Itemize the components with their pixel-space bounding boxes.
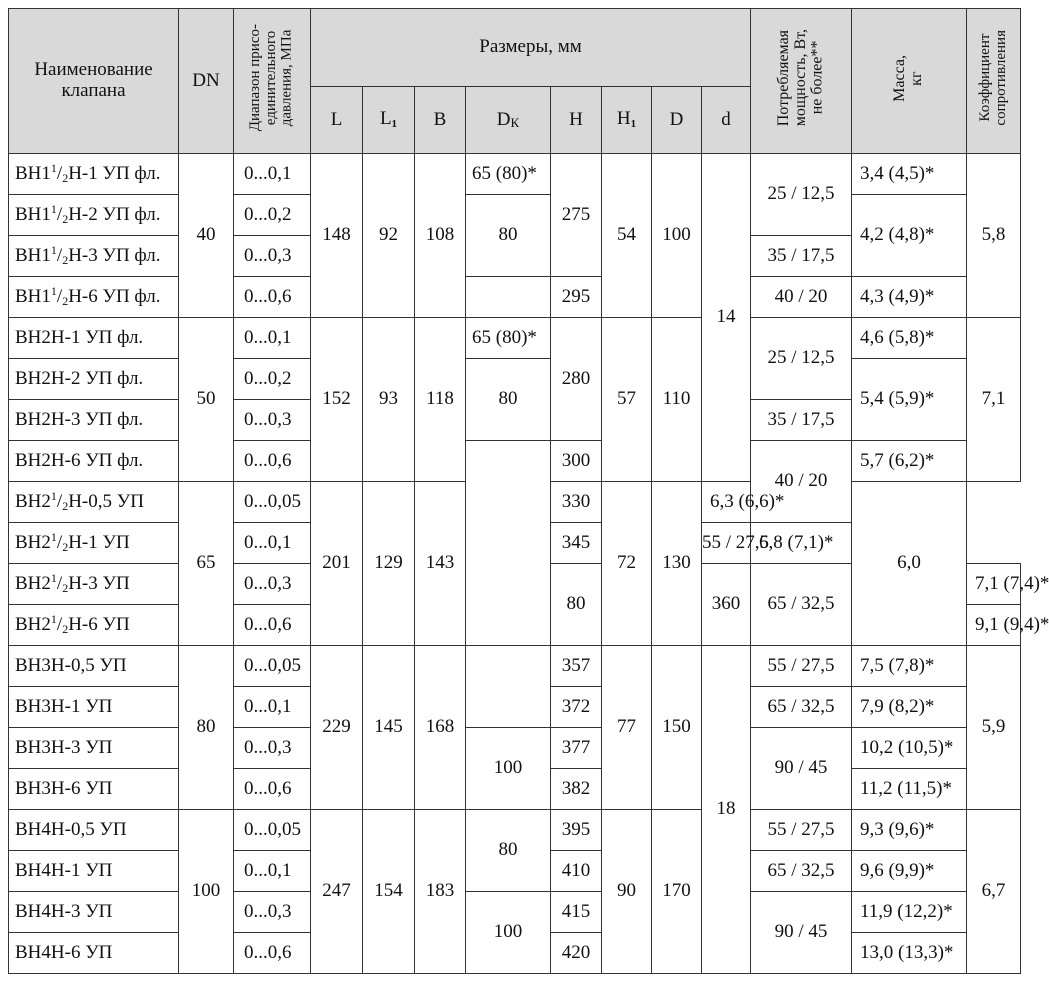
pressure-value: 0...0,6: [234, 441, 311, 482]
mass-value: 5,7 (6,2)*: [852, 441, 967, 482]
valve-name: $ВН1^1/2Н-1$ УП фл.: [9, 154, 179, 195]
d-value: 14: [702, 154, 751, 482]
dn-value: 80: [179, 646, 234, 810]
D-value: 110: [652, 318, 702, 482]
header-pressure-range: Диапазон присо- единительного давления, МПа: [234, 9, 311, 154]
Dk-value: [466, 277, 551, 318]
mass-value: 13,0 (13,3)*: [852, 933, 967, 974]
valve-name: $ВН2^1/2Н-0,5$ УП: [9, 482, 179, 523]
H-value: 275: [551, 154, 602, 277]
coef-value: 6,7: [967, 810, 1021, 974]
pressure-value: 0...0,3: [234, 400, 311, 441]
mass-value: 10,2 (10,5)*: [852, 728, 967, 769]
valve-name: ВН3Н-1 УП: [9, 687, 179, 728]
dn-value: 40: [179, 154, 234, 318]
d-value: 18: [702, 646, 751, 974]
H1-value: 77: [602, 646, 652, 810]
pressure-value: 0...0,3: [234, 236, 311, 277]
mass-value: 9,6 (9,9)*: [852, 851, 967, 892]
pressure-value: 0...0,3: [234, 892, 311, 933]
table-row: [9, 646, 1021, 687]
header-power: Потребляемая мощность, Вт, не более**: [751, 9, 852, 154]
B-value: 118: [415, 318, 466, 482]
mass-value: 7,9 (8,2)*: [852, 687, 967, 728]
valve-name: ВН2Н-3 УП фл.: [9, 400, 179, 441]
D-value: 150: [652, 646, 702, 810]
power-value: 55 / 27,5: [751, 646, 852, 687]
pressure-value: 0...0,1: [234, 318, 311, 359]
header-Dk: DК: [466, 87, 551, 154]
mass-value: 7,5 (7,8)*: [852, 646, 967, 687]
valve-name: ВН3Н-0,5 УП: [9, 646, 179, 687]
power-value: 65 / 32,5: [751, 564, 852, 646]
H-value: 300: [551, 441, 602, 482]
valve-name: $ВН1^1/2Н-6$ УП фл.: [9, 277, 179, 318]
L-value: 229: [311, 646, 363, 810]
H1-value: 57: [602, 318, 652, 482]
header-d: d: [702, 87, 751, 154]
L-value: 152: [311, 318, 363, 482]
power-value: 55 / 27,5: [702, 523, 751, 564]
H1-value: 54: [602, 154, 652, 318]
pressure-value: 0...0,1: [234, 851, 311, 892]
H-value: 410: [551, 851, 602, 892]
valve-name: ВН2Н-2 УП фл.: [9, 359, 179, 400]
power-value: 40 / 20: [751, 441, 852, 523]
L1-value: 92: [363, 154, 415, 318]
mass-value: 6,3 (6,6)*: [702, 482, 751, 523]
L-value: 247: [311, 810, 363, 974]
L-value: 201: [311, 482, 363, 646]
pressure-value: 0...0,2: [234, 195, 311, 236]
valve-spec-table: [8, 8, 1049, 974]
mass-value: 4,3 (4,9)*: [852, 277, 967, 318]
header-D: D: [652, 87, 702, 154]
valve-name: ВН4Н-1 УП: [9, 851, 179, 892]
H1-value: 90: [602, 810, 652, 974]
H-value: 420: [551, 933, 602, 974]
Dk-value: 80: [551, 564, 602, 646]
power-value: 55 / 27,5: [751, 810, 852, 851]
table-row: [9, 441, 1021, 482]
valve-name: $ВН1^1/2Н-3$ УП фл.: [9, 236, 179, 277]
valve-name: ВН4Н-6 УП: [9, 933, 179, 974]
B-value: 168: [415, 646, 466, 810]
H-value: 415: [551, 892, 602, 933]
Dk-value: 100: [466, 728, 551, 810]
Dk-value: 65 (80)*: [466, 318, 551, 359]
header-L: L: [311, 87, 363, 154]
pressure-value: 0...0,1: [234, 523, 311, 564]
valve-name: ВН2Н-1 УП фл.: [9, 318, 179, 359]
table-row: [9, 892, 1021, 933]
Dk-value: 80: [466, 359, 551, 441]
power-value: 25 / 12,5: [751, 154, 852, 236]
valve-name: $ВН1^1/2Н-2$ УП фл.: [9, 195, 179, 236]
pressure-value: 0...0,3: [234, 564, 311, 605]
L1-value: 129: [363, 482, 415, 646]
pressure-value: 0...0,1: [234, 154, 311, 195]
pressure-value: 0...0,6: [234, 605, 311, 646]
table-row: [9, 810, 1021, 851]
pressure-value: 0...0,2: [234, 359, 311, 400]
header-dn: DN: [179, 9, 234, 154]
power-value: 65 / 32,5: [751, 851, 852, 892]
table-row: [9, 154, 1021, 195]
pressure-value: 0...0,05: [234, 646, 311, 687]
mass-value: 4,6 (5,8)*: [852, 318, 967, 359]
mass-value: 6,8 (7,1)*: [751, 523, 852, 564]
H-value: 395: [551, 810, 602, 851]
H-value: 360: [702, 564, 751, 646]
valve-name: $ВН2^1/2Н-3$ УП: [9, 564, 179, 605]
coef-value: 6,0: [852, 482, 967, 646]
mass-value: 9,1 (9,4)*: [967, 605, 1021, 646]
power-value: 90 / 45: [751, 892, 852, 974]
mass-value: 9,3 (9,6)*: [852, 810, 967, 851]
L1-value: 145: [363, 646, 415, 810]
H1-value: 72: [602, 482, 652, 646]
header-valve-name: Наименование клапана: [9, 9, 179, 154]
header-resistance-coefficient: Коэффициент сопротивления: [967, 9, 1021, 154]
table-row: [9, 359, 1021, 400]
coef-value: 7,1: [967, 318, 1021, 482]
H-value: 295: [551, 277, 602, 318]
Dk-value: 80: [466, 810, 551, 892]
Dk-value: 65 (80)*: [466, 154, 551, 195]
H-value: 377: [551, 728, 602, 769]
dn-value: 100: [179, 810, 234, 974]
H-value: 345: [551, 523, 602, 564]
H-value: 357: [551, 646, 602, 687]
B-value: 183: [415, 810, 466, 974]
mass-value: 4,2 (4,8)*: [852, 195, 967, 277]
dn-value: 65: [179, 482, 234, 646]
coef-value: 5,9: [967, 646, 1021, 810]
mass-value: 11,2 (11,5)*: [852, 769, 967, 810]
mass-value: 5,4 (5,9)*: [852, 359, 967, 441]
header-L1: $L_1$: [363, 87, 415, 154]
valve-name: ВН4Н-3 УП: [9, 892, 179, 933]
table-row: [9, 195, 1021, 236]
L-value: 148: [311, 154, 363, 318]
D-value: 100: [652, 154, 702, 318]
header-dimensions: Размеры, мм: [311, 9, 751, 87]
D-value: 170: [652, 810, 702, 974]
Dk-value: 80: [466, 195, 551, 277]
valve-name: $ВН2^1/2Н-6$ УП: [9, 605, 179, 646]
valve-name: $ВН2^1/2Н-1$ УП: [9, 523, 179, 564]
pressure-value: 0...0,6: [234, 933, 311, 974]
Dk-value: [466, 441, 551, 646]
power-value: 65 / 32,5: [751, 687, 852, 728]
H-value: 280: [551, 318, 602, 441]
header-H1: $H_1$: [602, 87, 652, 154]
dn-value: 50: [179, 318, 234, 482]
L1-value: 93: [363, 318, 415, 482]
power-value: 35 / 17,5: [751, 236, 852, 277]
mass-value: 7,1 (7,4)*: [967, 564, 1021, 605]
header-B: B: [415, 87, 466, 154]
mass-value: 3,4 (4,5)*: [852, 154, 967, 195]
B-value: 108: [415, 154, 466, 318]
table-row: [9, 318, 1021, 359]
specification-table-container: [8, 8, 1049, 982]
valve-name: ВН2Н-6 УП фл.: [9, 441, 179, 482]
pressure-value: 0...0,6: [234, 769, 311, 810]
header-mass: Масса, кг: [852, 9, 967, 154]
table-row: [9, 728, 1021, 769]
power-value: 35 / 17,5: [751, 400, 852, 441]
power-value: 40 / 20: [751, 277, 852, 318]
power-value: 90 / 45: [751, 728, 852, 810]
power-value: 25 / 12,5: [751, 318, 852, 400]
valve-name: ВН3Н-3 УП: [9, 728, 179, 769]
pressure-value: 0...0,6: [234, 277, 311, 318]
Dk-value: [466, 646, 551, 728]
pressure-value: 0...0,1: [234, 687, 311, 728]
mass-value: 11,9 (12,2)*: [852, 892, 967, 933]
pressure-value: 0...0,05: [234, 482, 311, 523]
H-value: 372: [551, 687, 602, 728]
H-value: 382: [551, 769, 602, 810]
L1-value: 154: [363, 810, 415, 974]
pressure-value: 0...0,05: [234, 810, 311, 851]
B-value: 143: [415, 482, 466, 646]
H-value: 330: [551, 482, 602, 523]
valve-name: ВН3Н-6 УП: [9, 769, 179, 810]
Dk-value: 100: [466, 892, 551, 974]
valve-name: ВН4Н-0,5 УП: [9, 810, 179, 851]
pressure-value: 0...0,3: [234, 728, 311, 769]
header-H: H: [551, 87, 602, 154]
D-value: 130: [652, 482, 702, 646]
coef-value: 5,8: [967, 154, 1021, 318]
table-row: [9, 277, 1021, 318]
